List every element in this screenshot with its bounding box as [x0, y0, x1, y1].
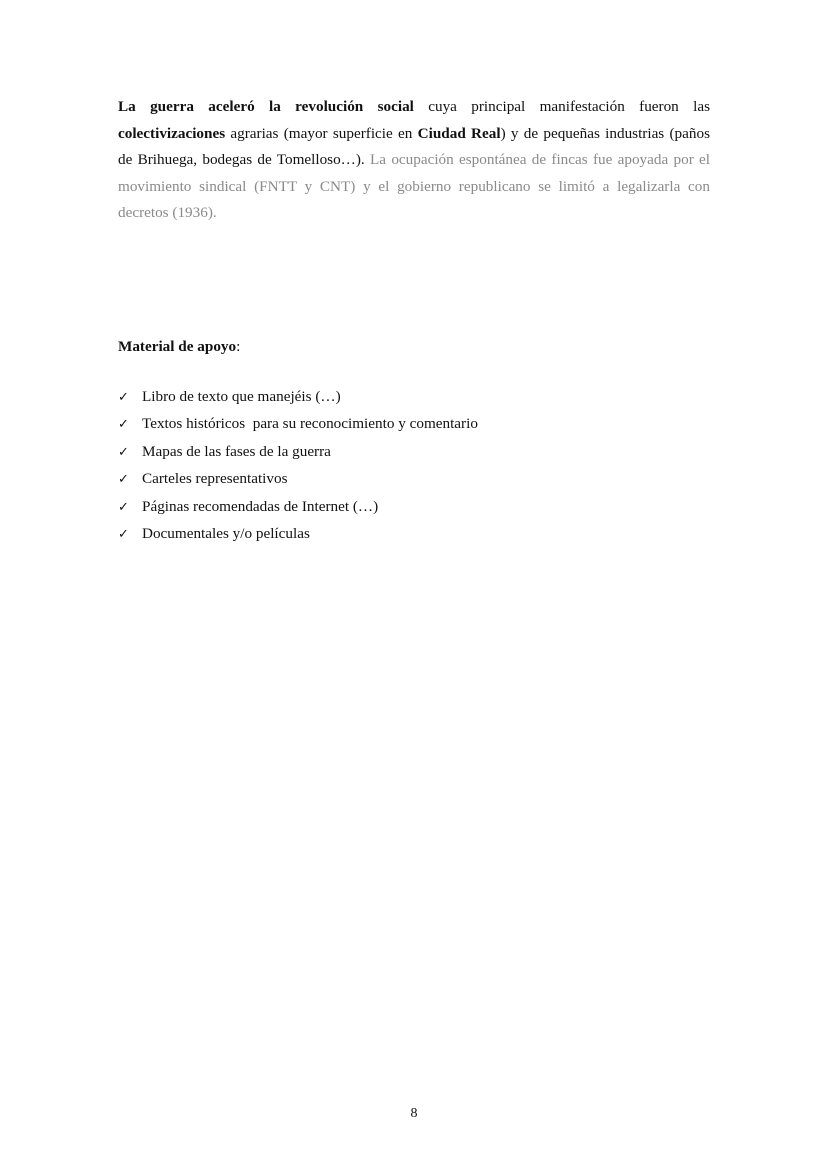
list-item-label: Mapas de las fases de la guerra: [142, 442, 331, 460]
list-item-label: Textos históricos para su reconocimiento y comentario: [142, 415, 478, 433]
page-number: 8: [410, 1106, 418, 1121]
muted-text-span: La ocupación espontánea de fincas fue apoyada por el movimiento sindical (FNTT y CNT) y el gobierno republicano se limitó a legalizarla con decretos (1936).: [118, 151, 710, 221]
text-span: agrarias (mayor superficie en: [225, 124, 418, 142]
checkmark-icon: ✓: [118, 390, 129, 405]
list-item: [118, 384, 478, 411]
checkmark-icon: ✓: [118, 472, 129, 488]
support-heading-label: Material de apoyo: [118, 338, 237, 355]
checkmark-icon: ✓: [118, 527, 129, 543]
bold-phrase-colectivizaciones: colectivizaciones: [118, 124, 226, 142]
list-item-label: Libro de texto que manejéis (…): [142, 388, 341, 405]
checkmark-icon: ✓: [118, 499, 129, 515]
list-item-label: Carteles representativos: [142, 470, 288, 488]
text-span: ) y de pequeñas industrias (paños de Brihuega, bodegas de Tomelloso…).: [118, 124, 710, 168]
list-item: [118, 439, 478, 466]
list-item-label: Documentales y/o películas: [142, 525, 310, 543]
list-item: [118, 466, 478, 493]
support-heading-colon: :: [236, 338, 241, 355]
bold-phrase-ciudad-real: Ciudad Real: [417, 124, 501, 142]
support-checklist: [118, 384, 478, 548]
list-item: [118, 494, 478, 521]
support-heading: [118, 334, 240, 360]
body-paragraph: [118, 94, 710, 227]
list-item-label: Páginas recomendadas de Internet (…): [142, 497, 379, 515]
checkmark-icon: ✓: [118, 444, 129, 460]
list-item: [118, 411, 478, 438]
bold-phrase-revolucion: La guerra aceleró la revolución social: [118, 98, 414, 115]
list-item: [118, 521, 478, 548]
text-span: cuya principal manifestación fueron las: [413, 98, 711, 115]
checkmark-icon: ✓: [118, 417, 129, 433]
